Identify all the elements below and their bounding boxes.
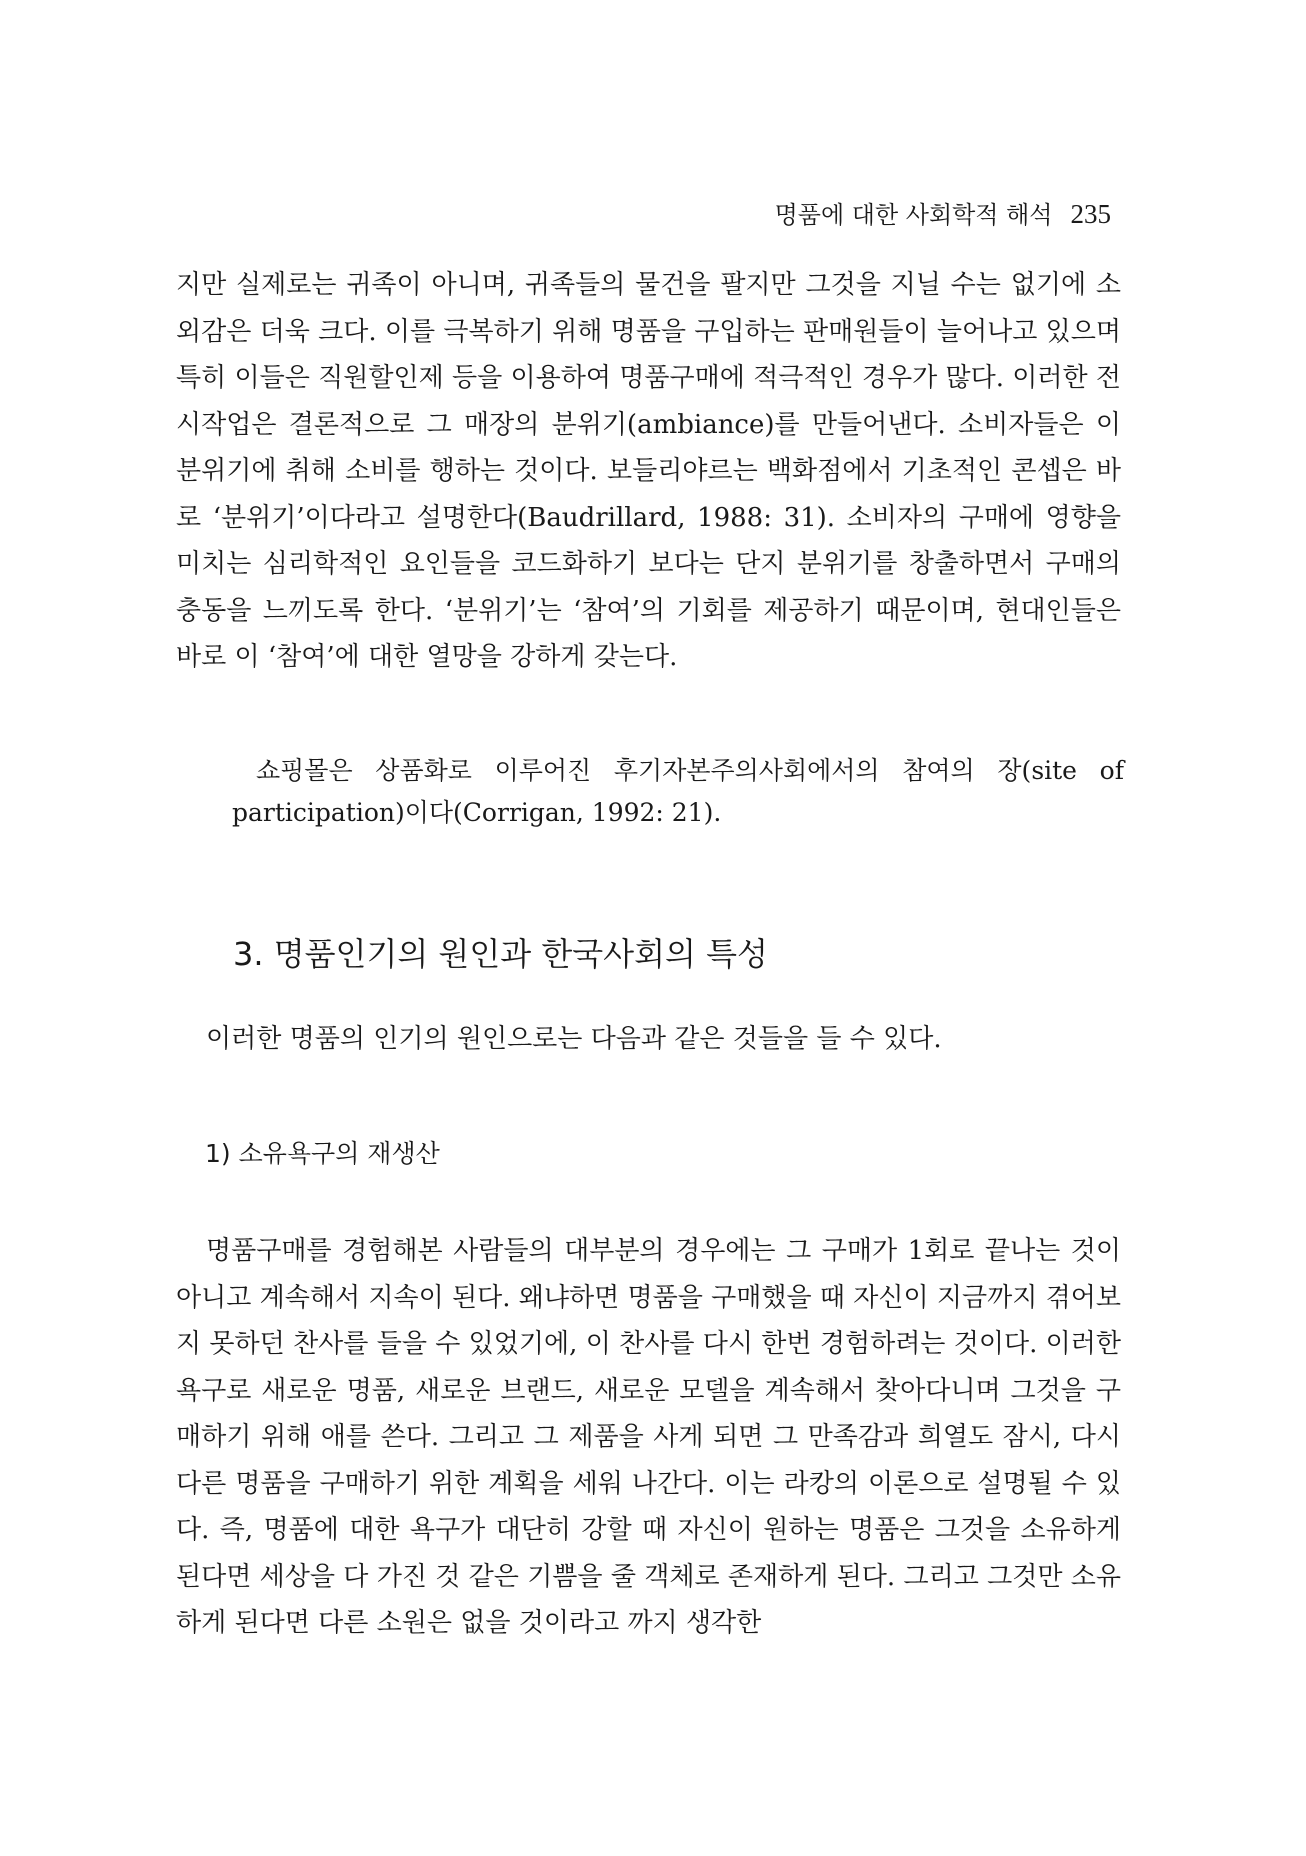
body-paragraph-3: 명품구매를 경험해본 사람들의 대부분의 경우에는 그 구매가 1회로 끝나는 것이 아니고 계속해서 지속이 된다. 왜냐하면 명품을 구매했을 때 자신이 지금까지 겪어보지 못하던 찬사를 들을 수 있었기에, 이 찬사를 다시 한번 경험하려는 것이다. 이러한 욕구로 새로운 명품, 새로운 브랜드, 새로운 모델을 계속해서 찾아다니며 그것을 구매하기 위해 애를 쓴다. 그리고 그 제품을 사게 되면 그 만족감과 희열도 잠시, 다시 다른 명품을 구매하기 위한 계획을 세워 나간다. 이는 라캉의 이론으로 설명될 수 있다. 즉, 명품에 대한 욕구가 대단히 강할 때 자신이 원하는 명품은 그것을 소유하게 된다면 세상을 다 가진 것 같은 기쁨을 줄 객체로 존재하게 된다. 그리고 그것만 소유하게 된다면 다른 소원은 없을 것이라고 까지 생각한 xyxy=(176,1236,1121,1638)
page-number: 235 xyxy=(1070,199,1111,229)
body-paragraph-3-container xyxy=(176,1228,1121,1647)
running-title: 명품에 대한 사회학적 해석 xyxy=(774,201,1053,229)
running-header xyxy=(0,196,1111,233)
section-heading: 3. 명품인기의 원인과 한국사회의 특성 xyxy=(233,935,768,973)
body-paragraph-2: 이러한 명품의 인기의 원인으로는 다음과 같은 것들을 들 수 있다. xyxy=(206,1024,942,1054)
body-paragraph-1-container xyxy=(176,262,1121,681)
block-quote: 쇼핑몰은 상품화로 이루어진 후기자본주의사회에서의 참여의 장(site of participation)이다(Corrigan, 1992: 21). xyxy=(232,756,1124,827)
body-paragraph-2-container xyxy=(176,1016,1121,1063)
subsection-heading: 1) 소유욕구의 재생산 xyxy=(205,1139,440,1168)
body-paragraph-1: 지만 실제로는 귀족이 아니며, 귀족들의 물건을 팔지만 그것을 지닐 수는 없기에 소외감은 더욱 크다. 이를 극복하기 위해 명품을 구입하는 판매원들이 늘어나고 있으며 특히 이들은 직원할인제 등을 이용하여 명품구매에 적극적인 경우가 많다. 이러한 전시작업은 결론적으로 그 매장의 분위기(ambiance)를 만들어낸다. 소비자들은 이 분위기에 취해 소비를 행하는 것이다. 보들리야르는 백화점에서 기초적인 콘셉은 바로 ‘분위기’이다라고 설명한다(Baudrillard, 1988: 31). 소비자의 구매에 영향을 미치는 심리학적인 요인들을 코드화하기 보다는 단지 분위기를 창출하면서 구매의 충동을 느끼도록 한다. ‘분위기’는 ‘참여’의 기회를 제공하기 때문이며, 현대인들은 바로 이 ‘참여’에 대한 열망을 강하게 갖는다. xyxy=(176,270,1121,672)
